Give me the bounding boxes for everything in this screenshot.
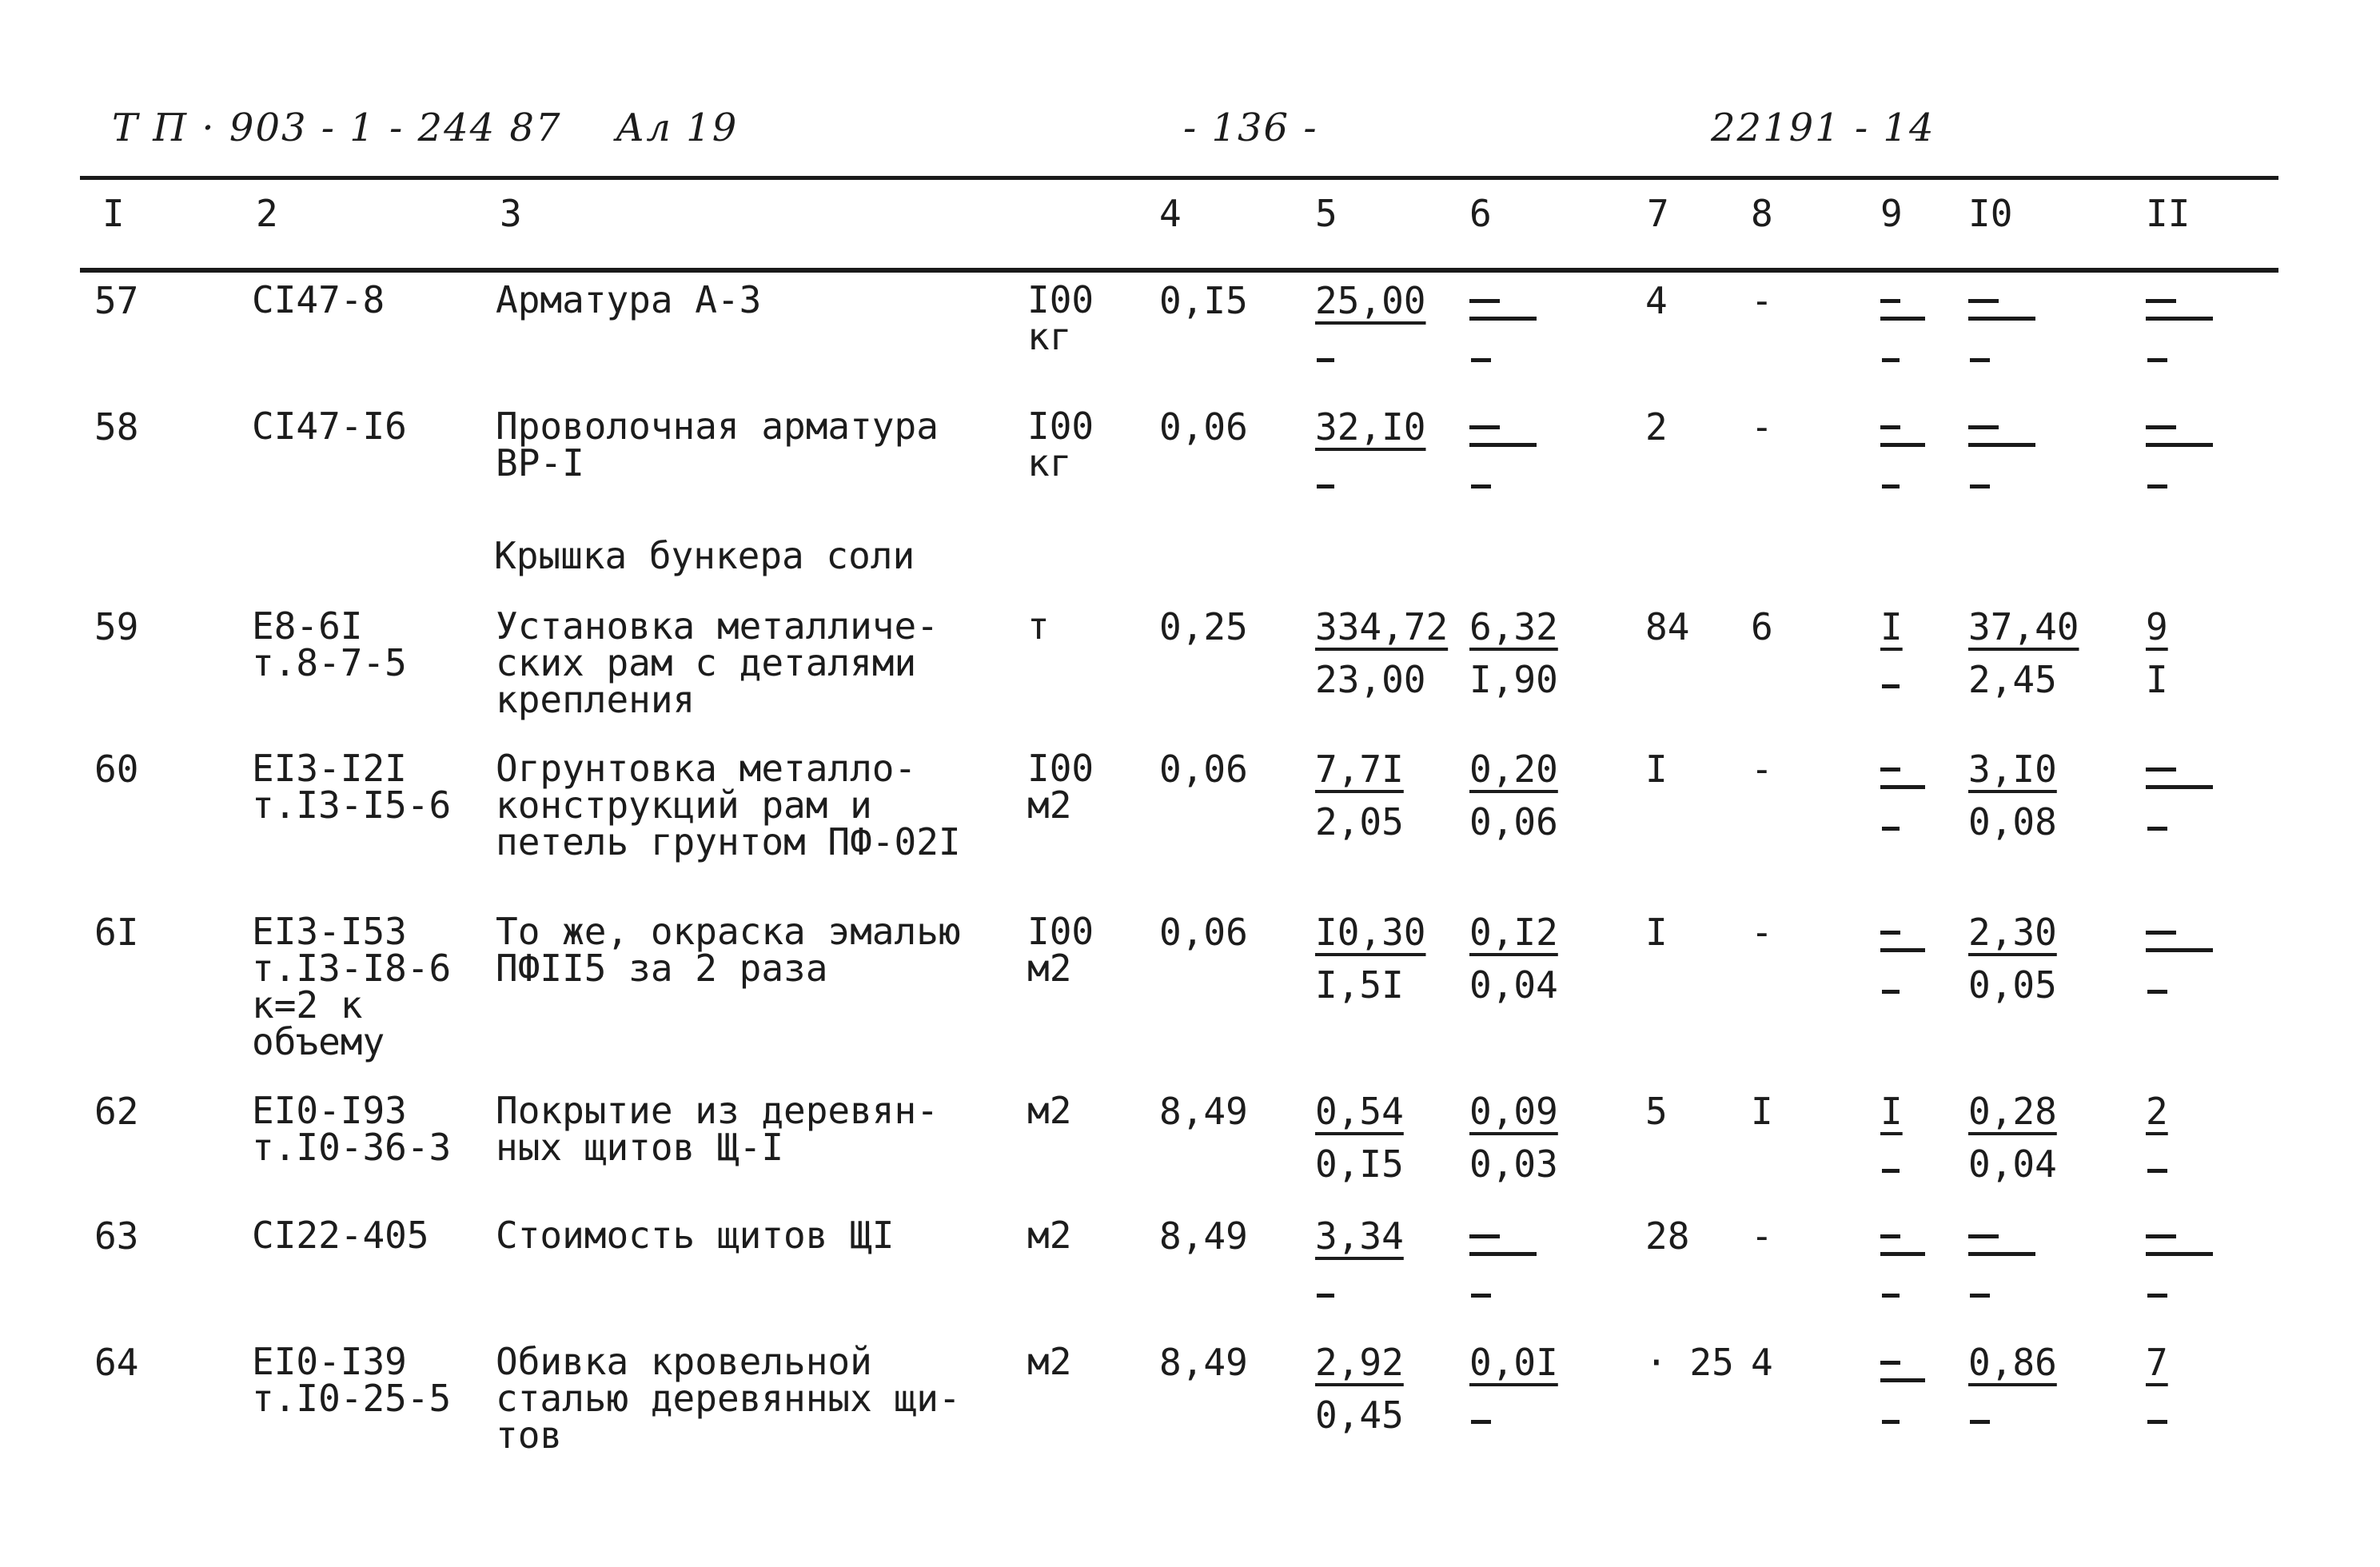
c10-numerator: 37,40 [1968,605,2079,648]
col8-value: - [1751,279,1773,322]
rate-code: EI3-I2I т.I3-I5-6 [252,747,452,827]
c10-numerator: 3,I0 [1968,748,2057,791]
unit-of-measure: м2 [1027,1214,1072,1257]
row-number: 57 [94,279,139,322]
c9-empty-numerator [1880,1361,1900,1365]
c9-empty-numerator [1880,425,1900,429]
c6-numerator: 0,09 [1469,1090,1558,1133]
c5-numerator: 7,7I [1315,748,1404,791]
c9-fraction-bar [1880,785,1925,789]
c6-empty-denominator [1471,484,1491,488]
c9-empty-denominator [1882,684,1900,688]
document-code: Т П · 903 - 1 - 244 87 [112,106,562,150]
row-number: 58 [94,405,139,449]
c10-empty-denominator [1970,358,1990,362]
c9-empty-denominator [1882,358,1900,362]
c5-numerator: 25,00 [1315,279,1426,322]
c9-empty-denominator [1882,1420,1900,1424]
work-name: Огрунтовка металло- конструкций рам и петель грунтом ПФ-02I [496,747,961,863]
c5-empty-denominator [1317,1294,1334,1298]
c11-numerator: 2 [2146,1090,2168,1133]
rate-code: EI0-I93 т.I0-36-3 [252,1089,452,1169]
c6-numerator: 0,20 [1469,748,1558,791]
c5-denominator: 23,00 [1315,658,1426,701]
c9-empty-numerator [1880,1234,1900,1238]
c5-numerator: 3,34 [1315,1214,1404,1258]
c10-denominator: 2,45 [1968,658,2057,701]
c9-fraction-bar [1880,1378,1925,1382]
c11-fraction-bar [2146,785,2213,789]
c10-denominator: 0,04 [1968,1142,2057,1186]
c6-numerator: 6,32 [1469,605,1558,648]
c11-empty-denominator [2147,1420,2167,1424]
column-header-5: 5 [1315,192,1338,235]
rate-code: CI22-405 [252,1214,429,1257]
rate-code: EI3-I53 т.I3-I8-6 к=2 к объему [252,910,452,1063]
c6-empty-numerator [1469,299,1500,303]
c11-numerator: 9 [2146,605,2168,648]
c10-empty-numerator [1968,299,1999,303]
c10-empty-denominator [1970,1294,1990,1298]
c10-empty-numerator [1968,1234,1999,1238]
c10-numerator: 2,30 [1968,911,2057,954]
work-name: Проволочная арматура ВР-I [496,405,939,484]
c10-denominator: 0,05 [1968,963,2057,1007]
c10-denominator: 0,08 [1968,800,2057,843]
c5-denominator: 2,05 [1315,800,1404,843]
c11-fraction-bar [2146,443,2213,447]
row-number: 63 [94,1214,139,1258]
c5-numerator: I0,30 [1315,911,1426,954]
c9-fraction-bar [1880,317,1925,321]
c6-denominator: 0,06 [1469,800,1558,843]
row-number: 64 [94,1341,139,1384]
c6-denominator: I,90 [1469,658,1558,701]
c11-empty-numerator [2146,931,2176,935]
c6-numerator: 0,0I [1469,1341,1558,1384]
c9-fraction-bar [1880,443,1925,447]
column-header-9: 9 [1880,192,1903,235]
c10-empty-denominator [1970,484,1990,488]
col7-value: 4 [1645,279,1668,322]
column-header-10: I0 [1968,192,2013,235]
row-number: 60 [94,748,139,791]
c6-empty-numerator [1469,425,1500,429]
c5-denominator: 0,I5 [1315,1142,1404,1186]
work-name: Арматура А-3 [496,278,762,321]
c6-empty-numerator [1469,1234,1500,1238]
c11-empty-numerator [2146,1234,2176,1238]
c6-fraction-bar [1469,1252,1537,1256]
c5-empty-denominator [1317,358,1334,362]
unit-of-measure: м2 [1027,1089,1072,1132]
work-name: Обивка кровельной сталью деревянных щи- тов [496,1340,961,1457]
quantity: 0,25 [1159,605,1248,648]
col7-value: I [1645,748,1668,791]
col8-value: - [1751,1214,1773,1258]
quantity: 8,49 [1159,1341,1248,1384]
c9-empty-numerator [1880,299,1900,303]
quantity: 0,I5 [1159,279,1248,322]
column-header-11: II [2146,192,2191,235]
quantity: 0,06 [1159,911,1248,954]
unit-of-measure: I00 кг [1027,278,1094,358]
c10-fraction-bar [1968,1252,2035,1256]
c10-fraction-bar [1968,443,2035,447]
c9-fraction-bar [1880,948,1925,952]
c11-empty-denominator [2147,358,2167,362]
rate-code: E8-6I т.8-7-5 [252,604,407,684]
c11-empty-denominator [2147,990,2167,994]
c11-numerator: 7 [2146,1341,2168,1384]
c9-empty-numerator [1880,768,1900,772]
c11-empty-denominator [2147,1169,2167,1173]
c6-empty-denominator [1471,1420,1491,1424]
c10-empty-denominator [1970,1420,1990,1424]
c5-numerator: 334,72 [1315,605,1449,648]
c11-fraction-bar [2146,317,2213,321]
c6-empty-denominator [1471,358,1491,362]
header-rule [80,268,2278,273]
column-header-1: I [102,192,125,235]
c9-empty-denominator [1882,1294,1900,1298]
unit-of-measure: I00 м2 [1027,910,1094,990]
col7-value: 2 [1645,405,1668,449]
c11-denominator: I [2146,658,2168,701]
c5-denominator: 0,45 [1315,1394,1404,1437]
col8-value: 6 [1751,605,1773,648]
col7-value: · 25 [1645,1341,1734,1384]
album-number: Ал 19 [616,106,739,150]
c6-empty-denominator [1471,1294,1491,1298]
row-number: 59 [94,605,139,648]
c9-fraction-bar [1880,1252,1925,1256]
page-number: - 136 - [1183,106,1318,150]
c5-empty-denominator [1317,484,1334,488]
col8-value: - [1751,748,1773,791]
c11-empty-numerator [2146,768,2176,772]
c9-empty-numerator [1880,931,1900,935]
quantity: 8,49 [1159,1090,1248,1133]
c11-empty-denominator [2147,1294,2167,1298]
col8-value: - [1751,911,1773,954]
column-header-2: 2 [256,192,278,235]
c6-fraction-bar [1469,317,1537,321]
col8-value: 4 [1751,1341,1773,1384]
unit-of-measure: м2 [1027,1340,1072,1383]
work-name: Установка металличе- ских рам с деталями крепления [496,604,939,721]
c6-denominator: 0,03 [1469,1142,1558,1186]
c6-fraction-bar [1469,443,1537,447]
c9-empty-denominator [1882,1169,1900,1173]
c5-numerator: 0,54 [1315,1090,1404,1133]
rate-code: CI47-I6 [252,405,407,448]
column-header-8: 8 [1751,192,1773,235]
c10-fraction-bar [1968,317,2035,321]
row-number: 62 [94,1090,139,1133]
unit-of-measure: I00 м2 [1027,747,1094,827]
section-title: Крышка бункера соли [494,534,915,577]
c9-empty-denominator [1882,484,1900,488]
c11-empty-numerator [2146,299,2176,303]
col7-value: 84 [1645,605,1690,648]
c9-numerator: I [1880,605,1903,648]
rate-code: CI47-8 [252,278,385,321]
row-number: 6I [94,911,139,954]
column-header-3: 3 [500,192,522,235]
col7-value: 5 [1645,1090,1668,1133]
c6-denominator: 0,04 [1469,963,1558,1007]
c5-denominator: I,5I [1315,963,1404,1007]
col8-value: - [1751,405,1773,449]
rate-code: EI0-I39 т.I0-25-5 [252,1340,452,1420]
order-number: 22191 - 14 [1711,106,1935,150]
quantity: 0,06 [1159,748,1248,791]
unit-of-measure: т [1027,604,1050,648]
col7-value: 28 [1645,1214,1690,1258]
work-name: Покрытие из деревян- ных щитов Щ-I [496,1089,939,1169]
c9-numerator: I [1880,1090,1903,1133]
quantity: 8,49 [1159,1214,1248,1258]
c11-empty-denominator [2147,484,2167,488]
c11-fraction-bar [2146,1252,2213,1256]
unit-of-measure: I00 кг [1027,405,1094,484]
quantity: 0,06 [1159,405,1248,449]
c11-empty-numerator [2146,425,2176,429]
c9-empty-denominator [1882,990,1900,994]
top-rule [80,176,2278,180]
work-name: То же, окраска эмалью ПФII5 за 2 раза [496,910,961,990]
c10-empty-numerator [1968,425,1999,429]
col7-value: I [1645,911,1668,954]
c9-empty-denominator [1882,827,1900,831]
column-header-6: 6 [1469,192,1492,235]
work-name: Стоимость щитов ЩI [496,1214,895,1257]
column-header-7: 7 [1647,192,1669,235]
column-header-4: 4 [1159,192,1182,235]
c10-numerator: 0,86 [1968,1341,2057,1384]
c10-numerator: 0,28 [1968,1090,2057,1133]
c5-numerator: 32,I0 [1315,405,1426,449]
c5-numerator: 2,92 [1315,1341,1404,1384]
c11-empty-denominator [2147,827,2167,831]
col8-value: I [1751,1090,1773,1133]
c6-numerator: 0,I2 [1469,911,1558,954]
c11-fraction-bar [2146,948,2213,952]
